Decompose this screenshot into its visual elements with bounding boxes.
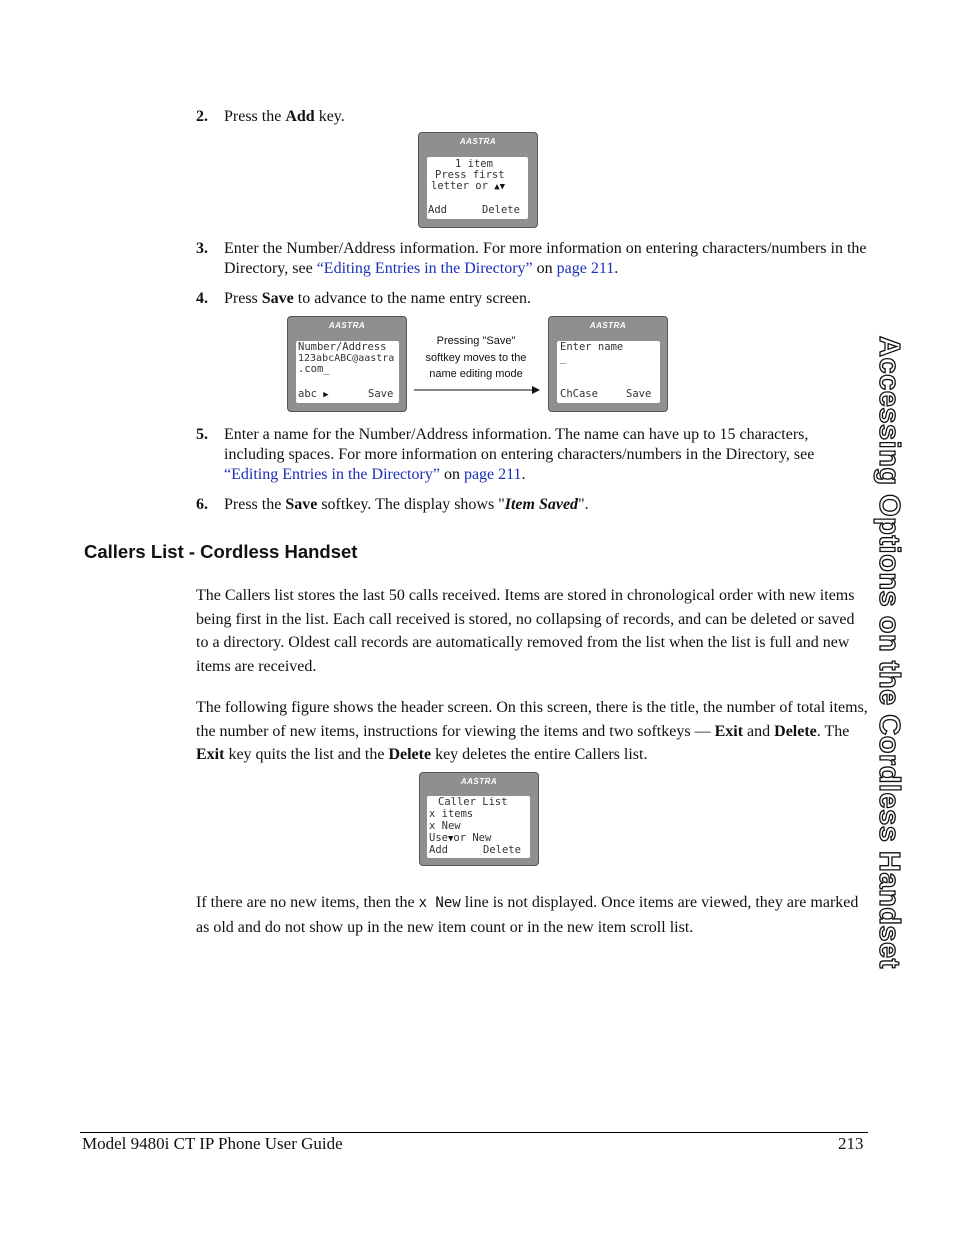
screen-line: Caller List <box>438 796 508 808</box>
screen-line: 1 item <box>455 158 493 170</box>
handset-display-figure <box>287 316 407 412</box>
handset-display-figure <box>419 772 539 866</box>
handset-screen <box>427 796 530 858</box>
step-number: 6. <box>196 496 208 513</box>
cross-reference-link[interactable]: “Editing Entries in the Directory” <box>224 466 440 483</box>
screen-line: Use▼or New <box>429 832 492 844</box>
handset-display-figure <box>418 132 538 228</box>
handset-screen <box>427 157 528 219</box>
body-paragraph: The Callers list stores the last 50 calls received. Items are stored in chronological order with new items being first in the list. Each call received is stored, no collapsing of records, and can be deleted or saved to a directory. Oldest call records are automatically removed from the list when the list is full and new items are received. <box>196 587 855 675</box>
screen-line: Enter name <box>560 341 624 353</box>
page-number: 213 <box>838 1134 864 1153</box>
softkey-label: Save <box>626 388 652 400</box>
softkey-label: Add <box>429 844 448 856</box>
screen-line: letter or ▲▼ <box>431 180 506 192</box>
figure-caption: Pressing "Save" softkey moves to the name editing mode <box>425 335 527 380</box>
aastra-logo: AASTRA <box>459 137 497 146</box>
aastra-logo: AASTRA <box>589 321 627 330</box>
aastra-logo: AASTRA <box>328 321 366 330</box>
screen-line: abc ▶ <box>298 388 329 400</box>
section-heading: Callers List - Cordless Handset <box>84 541 358 562</box>
step-number: 5. <box>196 426 208 443</box>
screen-line: Number/Address <box>298 341 387 353</box>
screen-line: .com_ <box>298 363 330 375</box>
page-link[interactable]: page 211 <box>556 260 615 277</box>
handset-screen <box>557 341 660 403</box>
key-name: Save <box>285 496 318 513</box>
page-link[interactable]: page 211 <box>463 466 522 483</box>
chapter-side-title: Accessing Options on the Cordless Handset <box>873 336 905 969</box>
step-number: 2. <box>196 108 208 125</box>
display-text-sample: x New <box>418 895 461 911</box>
softkey-label: Add <box>428 204 447 216</box>
step-text: Press the <box>224 108 286 125</box>
softkey-label: Save <box>368 388 394 400</box>
screen-line: 123abcABC@aastra <box>298 353 395 364</box>
body-paragraph: If there are no new items, then the x New line is not displayed. Once items are viewed, they are marked as old and do not show up in the new item count or in the new item scroll list. <box>196 894 859 936</box>
step-text: key. <box>314 108 345 125</box>
step-number: 3. <box>196 240 208 257</box>
softkey-label: Delete <box>482 204 520 216</box>
display-message: Item Saved <box>504 496 579 513</box>
key-name: Add <box>285 108 315 125</box>
cross-reference-link[interactable]: “Editing Entries in the Directory” <box>316 260 533 277</box>
down-arrow-icon: ▼ <box>447 834 454 844</box>
screen-line: Press first <box>435 169 505 181</box>
screen-line: x items <box>429 808 474 820</box>
step-2 <box>196 107 868 127</box>
step-4: 4. Press Save to advance to the name entry screen. <box>196 290 532 307</box>
screen-cursor: _ <box>560 352 567 364</box>
softkey-label: Delete <box>483 844 521 856</box>
footer-divider <box>80 1132 868 1133</box>
up-down-arrows-icon: ▲▼ <box>494 182 506 192</box>
footer-guide-title: Model 9480i CT IP Phone User Guide <box>82 1134 343 1153</box>
step-number: 4. <box>196 290 208 307</box>
step-5: 5. Enter a name for the Number/Address information. The name can have up to 15 characters, including spaces. For more information on entering characters/numbers in the Directory, see “Editing Entries in the Directory” on page 211. <box>196 426 815 483</box>
aastra-logo: AASTRA <box>460 777 498 786</box>
handset-screen <box>296 341 399 403</box>
step-6: 6. Press the Save softkey. The display shows "Item Saved". <box>196 496 589 513</box>
handset-display-figure <box>548 316 668 412</box>
step-text: Enter the Number/Address information. For more information on entering characters/numbers in the Directory, see <box>224 240 867 277</box>
key-name: Save <box>261 290 294 307</box>
step-3: 3. Enter the Number/Address information. For more information on entering characters/numbers in the Directory, see “Editing Entries in the Directory” on page 211. <box>196 240 867 277</box>
softkey-label: ChCase <box>560 388 598 400</box>
body-paragraph: The following figure shows the header screen. On this screen, there is the title, the number of total items, the number of new items, instructions for viewing the items and two softkeys — Exit and Delete. The Exit key quits the list and the Delete key deletes the entire Callers list. <box>196 699 868 763</box>
right-arrow-icon: ▶ <box>323 390 329 400</box>
screen-line: x New <box>429 820 461 832</box>
right-arrow-icon <box>412 384 542 396</box>
